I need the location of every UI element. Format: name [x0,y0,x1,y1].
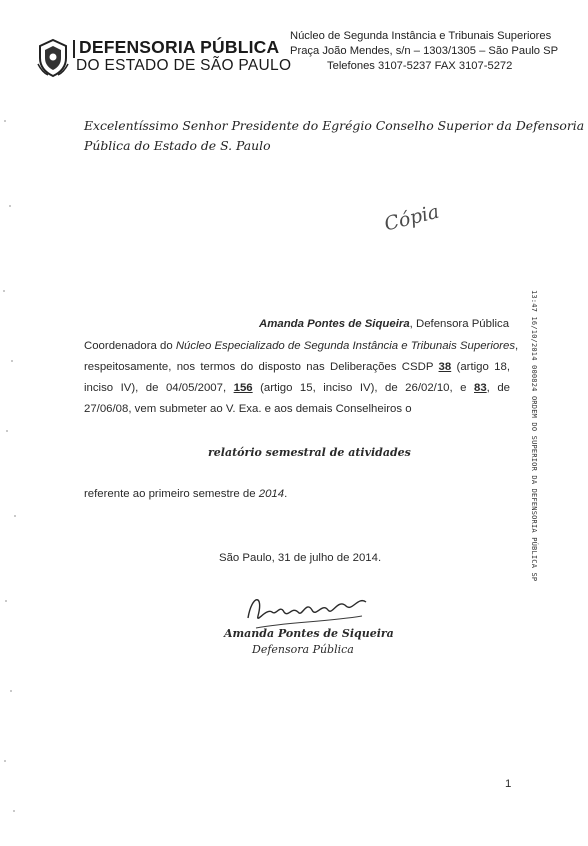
logo-divider [73,40,75,58]
svg-text:Cópia: Cópia [382,200,442,236]
logo-subtitle: DO ESTADO DE SÃO PAULO [76,57,292,74]
header-phones: Telefones 3107-5237 FAX 3107-5272 [327,60,513,72]
salutation-line2: Pública do Estado de S. Paulo [84,138,271,153]
body-line-2: Coordenadora do Núcleo Especializado de Segunda Instância e Tribunais Superiores, [84,340,519,352]
signature-role: Defensora Pública [252,643,354,656]
logo-title: DEFENSORIA PÚBLICA [79,37,280,57]
salutation-line1: Excelentíssimo Senhor Presidente do Egrégio Conselho Superior da Defensoria [84,118,585,133]
body-line-3: respeitosamente, nos termos do disposto nas Deliberações CSDP 38 (artigo 18, [84,361,510,373]
reference-year: 2014 [258,488,285,500]
nucleo-name: Núcleo Especializado de Segunda Instância e Tribunais Superiores [175,340,516,352]
page-number: 1 [505,778,512,790]
protocol-stamp: 13:47 16/10/2014 000824 ORDEM DO SUPERIOR DA DEFENSORIA PÚBLICA SP [530,290,538,582]
header-unit: Núcleo de Segunda Instância e Tribunais Superiores [290,30,552,42]
body-line-5: 27/06/08, vem submeter ao V. Exa. e aos demais Conselheiros o [84,403,412,415]
report-title: relatório semestral de atividades [208,446,411,459]
header-address: Praça João Mendes, s/n – 1303/1305 – São Paulo SP [290,45,559,57]
coat-of-arms-icon [36,38,70,78]
signature-name: Amanda Pontes de Siqueira [224,627,394,640]
author-line [259,318,509,330]
handwritten-copia-annotation [382,198,454,236]
author-name: Amanda Pontes de Siqueira [259,318,410,330]
deliberation-156: 156 [233,382,253,394]
body-line-4: inciso IV), de 04/05/2007, 156 (artigo 15, inciso IV), de 26/02/10, e 83, de [84,382,510,394]
date-line: São Paulo, 31 de julho de 2014. [219,552,382,564]
author-role: , Defensora Pública [409,318,510,330]
deliberation-83: 83 [474,382,487,394]
reference-line: referente ao primeiro semestre de 2014. [84,488,288,500]
deliberation-38: 38 [438,361,452,373]
